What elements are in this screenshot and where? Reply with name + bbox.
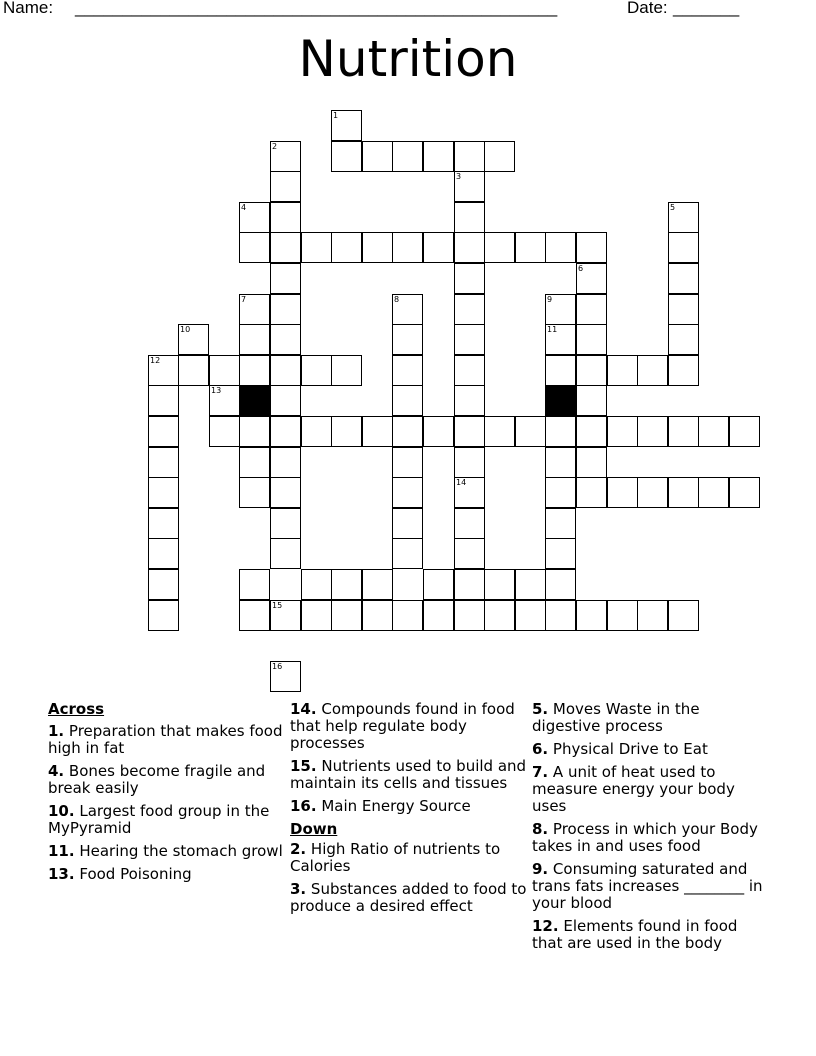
crossword-cell[interactable] xyxy=(576,385,607,416)
page-title: Nutrition xyxy=(298,30,518,88)
crossword-cell[interactable] xyxy=(576,263,607,294)
crossword-cell[interactable] xyxy=(239,447,270,478)
clues-column-2 xyxy=(290,701,530,921)
clue-text: High Ratio of nutrients to Calories xyxy=(290,840,501,875)
crossword-cell[interactable] xyxy=(270,508,301,539)
cell-number: 13 xyxy=(211,386,222,395)
cell-number: 16 xyxy=(272,662,283,671)
cell-number: 9 xyxy=(547,295,553,304)
crossword-cell[interactable] xyxy=(454,385,485,416)
crossword-cell[interactable] xyxy=(392,385,423,416)
crossword-cell[interactable] xyxy=(454,232,485,263)
crossword-cell[interactable] xyxy=(423,416,454,447)
clue-across-14 xyxy=(290,701,530,752)
clue-across-1 xyxy=(48,723,288,757)
clue-down-6 xyxy=(532,741,772,758)
clue-number: 7. xyxy=(532,763,549,781)
crossword-cell[interactable] xyxy=(423,569,454,600)
clues-column-3 xyxy=(532,701,772,958)
crossword-cell[interactable] xyxy=(668,294,699,325)
clue-down-7 xyxy=(532,764,772,815)
crossword-cell[interactable] xyxy=(239,324,270,355)
clue-across-15 xyxy=(290,758,530,792)
crossword-cell[interactable] xyxy=(515,600,546,631)
crossword-cell[interactable] xyxy=(576,294,607,325)
crossword-cell[interactable] xyxy=(362,569,393,600)
clue-across-13 xyxy=(48,866,288,883)
crossword-cell[interactable] xyxy=(270,232,301,263)
crossword-cell[interactable] xyxy=(331,416,362,447)
crossword-cell[interactable] xyxy=(148,538,179,569)
crossword-cell[interactable] xyxy=(392,477,423,508)
clue-across-16 xyxy=(290,798,530,815)
crossword-cell[interactable] xyxy=(392,447,423,478)
crossword-cell[interactable] xyxy=(148,385,179,416)
crossword-cell[interactable] xyxy=(209,355,240,386)
crossword-cell[interactable] xyxy=(576,447,607,478)
cell-number: 5 xyxy=(670,203,676,212)
cell-number: 11 xyxy=(547,325,558,334)
crossword-cell[interactable] xyxy=(301,569,332,600)
clue-across-11 xyxy=(48,843,288,860)
crossword-cell[interactable] xyxy=(729,477,760,508)
clue-text: Elements found in food that are used in the body xyxy=(532,917,738,952)
crossword-cell[interactable] xyxy=(392,141,423,172)
crossword-cell[interactable] xyxy=(576,416,607,447)
crossword-cell[interactable] xyxy=(392,508,423,539)
clue-text: Food Poisoning xyxy=(79,865,192,883)
clue-number: 9. xyxy=(532,860,549,878)
crossword-cell[interactable] xyxy=(148,508,179,539)
crossword-cell[interactable] xyxy=(270,600,301,631)
clue-text: Consuming saturated and trans fats increases ________ in your blood xyxy=(532,860,763,912)
clue-text: Nutrients used to build and maintain its cells and tissues xyxy=(290,757,527,792)
crossword-cell[interactable] xyxy=(362,416,393,447)
name-label: Name: xyxy=(3,0,54,17)
clue-text: Largest food group in the MyPyramid xyxy=(48,802,270,837)
crossword-cell[interactable] xyxy=(454,202,485,233)
cell-number: 15 xyxy=(272,601,283,610)
crossword-cell[interactable] xyxy=(545,294,576,325)
crossword-cell[interactable] xyxy=(239,294,270,325)
clue-down-3 xyxy=(290,881,530,915)
cell-number: 8 xyxy=(394,295,400,304)
crossword-cell[interactable] xyxy=(239,232,270,263)
clue-across-4 xyxy=(48,763,288,797)
crossword-cell[interactable] xyxy=(454,141,485,172)
crossword-cell[interactable] xyxy=(668,324,699,355)
cell-number: 14 xyxy=(456,478,467,487)
crossword-cell[interactable] xyxy=(362,232,393,263)
crossword-cell[interactable] xyxy=(668,477,699,508)
crossword-cell[interactable] xyxy=(454,538,485,569)
clue-number: 1. xyxy=(48,722,65,740)
crossword-cell[interactable] xyxy=(484,232,515,263)
clue-number: 3. xyxy=(290,880,307,898)
crossword-cell[interactable] xyxy=(545,447,576,478)
crossword-cell[interactable] xyxy=(576,355,607,386)
clue-number: 8. xyxy=(532,820,549,838)
crossword-cell[interactable] xyxy=(576,600,607,631)
crossword-cell[interactable] xyxy=(270,477,301,508)
crossword-cell[interactable] xyxy=(392,324,423,355)
crossword-cell[interactable] xyxy=(576,324,607,355)
cell-number: 4 xyxy=(241,203,247,212)
crossword-cell[interactable] xyxy=(331,600,362,631)
clue-number: 5. xyxy=(532,700,549,718)
crossword-cell[interactable] xyxy=(392,538,423,569)
crossword-cell[interactable] xyxy=(331,110,362,141)
clue-text: Physical Drive to Eat xyxy=(552,740,708,758)
crossword-cell[interactable] xyxy=(454,416,485,447)
clue-text: Substances added to food to produce a desired effect xyxy=(290,880,527,915)
clue-number: 14. xyxy=(290,700,317,718)
crossword-cell[interactable] xyxy=(392,294,423,325)
crossword-cell[interactable] xyxy=(668,202,699,233)
crossword-cell[interactable] xyxy=(148,569,179,600)
crossword-cell[interactable] xyxy=(239,477,270,508)
crossword-cell[interactable] xyxy=(545,355,576,386)
crossword-cell[interactable] xyxy=(301,600,332,631)
crossword-cell[interactable] xyxy=(270,324,301,355)
crossword-cell[interactable] xyxy=(362,141,393,172)
crossword-cell[interactable] xyxy=(607,355,638,386)
crossword-cell[interactable] xyxy=(515,569,546,600)
crossword-cell[interactable] xyxy=(331,569,362,600)
clue-number: 12. xyxy=(532,917,559,935)
clue-text: Hearing the stomach growl xyxy=(79,842,283,860)
crossword-cell[interactable] xyxy=(545,232,576,263)
cell-number: 10 xyxy=(180,325,191,334)
crossword-cell[interactable] xyxy=(270,171,301,202)
crossword-cell[interactable] xyxy=(301,232,332,263)
crossword-cell[interactable] xyxy=(484,416,515,447)
cell-number: 7 xyxy=(241,295,247,304)
crossword-cell[interactable] xyxy=(637,416,668,447)
crossword-cell[interactable] xyxy=(239,202,270,233)
crossword-cell[interactable] xyxy=(270,294,301,325)
crossword-cell[interactable] xyxy=(454,447,485,478)
crossword-cell[interactable] xyxy=(576,477,607,508)
crossword-cell[interactable] xyxy=(392,416,423,447)
clue-text: Bones become fragile and break easily xyxy=(48,762,266,797)
crossword-cell[interactable] xyxy=(423,600,454,631)
crossword-cell[interactable] xyxy=(331,141,362,172)
crossword-cell[interactable] xyxy=(484,569,515,600)
across-heading: Across xyxy=(48,700,105,718)
crossword-cell[interactable] xyxy=(239,600,270,631)
crossword-cell[interactable] xyxy=(698,477,729,508)
clue-number: 16. xyxy=(290,797,317,815)
crossword-cell[interactable] xyxy=(148,477,179,508)
clue-number: 11. xyxy=(48,842,75,860)
crossword-cell[interactable] xyxy=(729,416,760,447)
crossword-cell[interactable] xyxy=(668,600,699,631)
black-cell xyxy=(545,385,576,416)
crossword-cell[interactable] xyxy=(454,355,485,386)
clue-down-5 xyxy=(532,701,772,735)
crossword-cell[interactable] xyxy=(270,355,301,386)
clue-number: 15. xyxy=(290,757,317,775)
crossword-cell[interactable] xyxy=(607,600,638,631)
crossword-cell[interactable] xyxy=(484,141,515,172)
clue-number: 10. xyxy=(48,802,75,820)
crossword-cell[interactable] xyxy=(607,416,638,447)
crossword-cell[interactable] xyxy=(178,324,209,355)
date-line[interactable]: _______ xyxy=(673,0,740,17)
crossword-cell[interactable] xyxy=(301,416,332,447)
crossword-cell[interactable] xyxy=(545,416,576,447)
crossword-cell[interactable] xyxy=(545,600,576,631)
clue-text: Preparation that makes food high in fat xyxy=(48,722,283,757)
crossword-cell[interactable] xyxy=(545,508,576,539)
crossword-cell[interactable] xyxy=(545,324,576,355)
crossword-cell[interactable] xyxy=(454,294,485,325)
clue-down-2 xyxy=(290,841,530,875)
crossword-cell[interactable] xyxy=(668,232,699,263)
crossword-cell[interactable] xyxy=(148,447,179,478)
crossword-cell[interactable] xyxy=(454,600,485,631)
crossword-cell[interactable] xyxy=(698,416,729,447)
date-label: Date: xyxy=(627,0,668,17)
crossword-cell[interactable] xyxy=(270,263,301,294)
crossword-cell[interactable] xyxy=(239,569,270,600)
crossword-cell[interactable] xyxy=(423,232,454,263)
clue-down-12 xyxy=(532,918,772,952)
clue-text: Compounds found in food that help regulate body processes xyxy=(290,700,515,752)
crossword-cell[interactable] xyxy=(270,202,301,233)
crossword-cell[interactable] xyxy=(454,263,485,294)
crossword-cell[interactable] xyxy=(668,355,699,386)
crossword-cell[interactable] xyxy=(454,477,485,508)
crossword-cell[interactable] xyxy=(637,355,668,386)
clue-number: 13. xyxy=(48,865,75,883)
crossword-cell[interactable] xyxy=(148,416,179,447)
crossword-cell[interactable] xyxy=(270,538,301,569)
clue-down-8 xyxy=(532,821,772,855)
black-cell xyxy=(239,385,270,416)
clue-text: Moves Waste in the digestive process xyxy=(532,700,700,735)
cell-number: 12 xyxy=(150,356,161,365)
crossword-cell[interactable] xyxy=(607,477,638,508)
clue-down-9 xyxy=(532,861,772,912)
crossword-cell[interactable] xyxy=(270,141,301,172)
crossword-cell[interactable] xyxy=(209,416,240,447)
crossword-cell[interactable] xyxy=(545,477,576,508)
cell-number: 1 xyxy=(333,111,339,120)
clue-across-10 xyxy=(48,803,288,837)
crossword-cell[interactable] xyxy=(637,600,668,631)
down-heading: Down xyxy=(290,820,338,838)
crossword-cell[interactable] xyxy=(270,416,301,447)
clue-text: Process in which your Body takes in and uses food xyxy=(532,820,758,855)
cell-number: 6 xyxy=(578,264,584,273)
crossword-cell[interactable] xyxy=(331,232,362,263)
crossword-cell[interactable] xyxy=(239,355,270,386)
crossword-cell[interactable] xyxy=(239,416,270,447)
crossword-cell[interactable] xyxy=(545,569,576,600)
crossword-cell[interactable] xyxy=(454,324,485,355)
crossword-cell[interactable] xyxy=(331,355,362,386)
crossword-cell[interactable] xyxy=(270,385,301,416)
crossword-cell[interactable] xyxy=(270,447,301,478)
crossword-cell[interactable] xyxy=(301,355,332,386)
clues-column-1 xyxy=(48,701,288,889)
crossword-cell[interactable] xyxy=(392,232,423,263)
crossword-cell[interactable] xyxy=(178,355,209,386)
crossword-cell[interactable] xyxy=(668,416,699,447)
crossword-cell[interactable] xyxy=(484,600,515,631)
crossword-cell[interactable] xyxy=(637,477,668,508)
crossword-cell[interactable] xyxy=(392,355,423,386)
cell-number: 3 xyxy=(456,172,462,181)
clue-text: Main Energy Source xyxy=(321,797,471,815)
clue-number: 6. xyxy=(532,740,549,758)
crossword-cell[interactable] xyxy=(454,508,485,539)
crossword-cell[interactable] xyxy=(423,141,454,172)
name-line[interactable]: ___________________________________________________ xyxy=(75,0,558,17)
crossword-cell[interactable] xyxy=(454,171,485,202)
cell-number: 2 xyxy=(272,142,278,151)
crossword-cell[interactable] xyxy=(515,232,546,263)
crossword-cell[interactable] xyxy=(270,661,301,692)
crossword-cell[interactable] xyxy=(209,385,240,416)
crossword-cell[interactable] xyxy=(362,600,393,631)
crossword-cell[interactable] xyxy=(148,600,179,631)
clue-text: A unit of heat used to measure energy your body uses xyxy=(532,763,735,815)
crossword-cell[interactable] xyxy=(454,569,485,600)
crossword-cell[interactable] xyxy=(515,416,546,447)
crossword-cell[interactable] xyxy=(545,538,576,569)
crossword-cell[interactable] xyxy=(148,355,179,386)
crossword-cell[interactable] xyxy=(392,600,423,631)
clue-number: 4. xyxy=(48,762,65,780)
crossword-cell[interactable] xyxy=(668,263,699,294)
clue-number: 2. xyxy=(290,840,307,858)
crossword-cell[interactable] xyxy=(576,232,607,263)
